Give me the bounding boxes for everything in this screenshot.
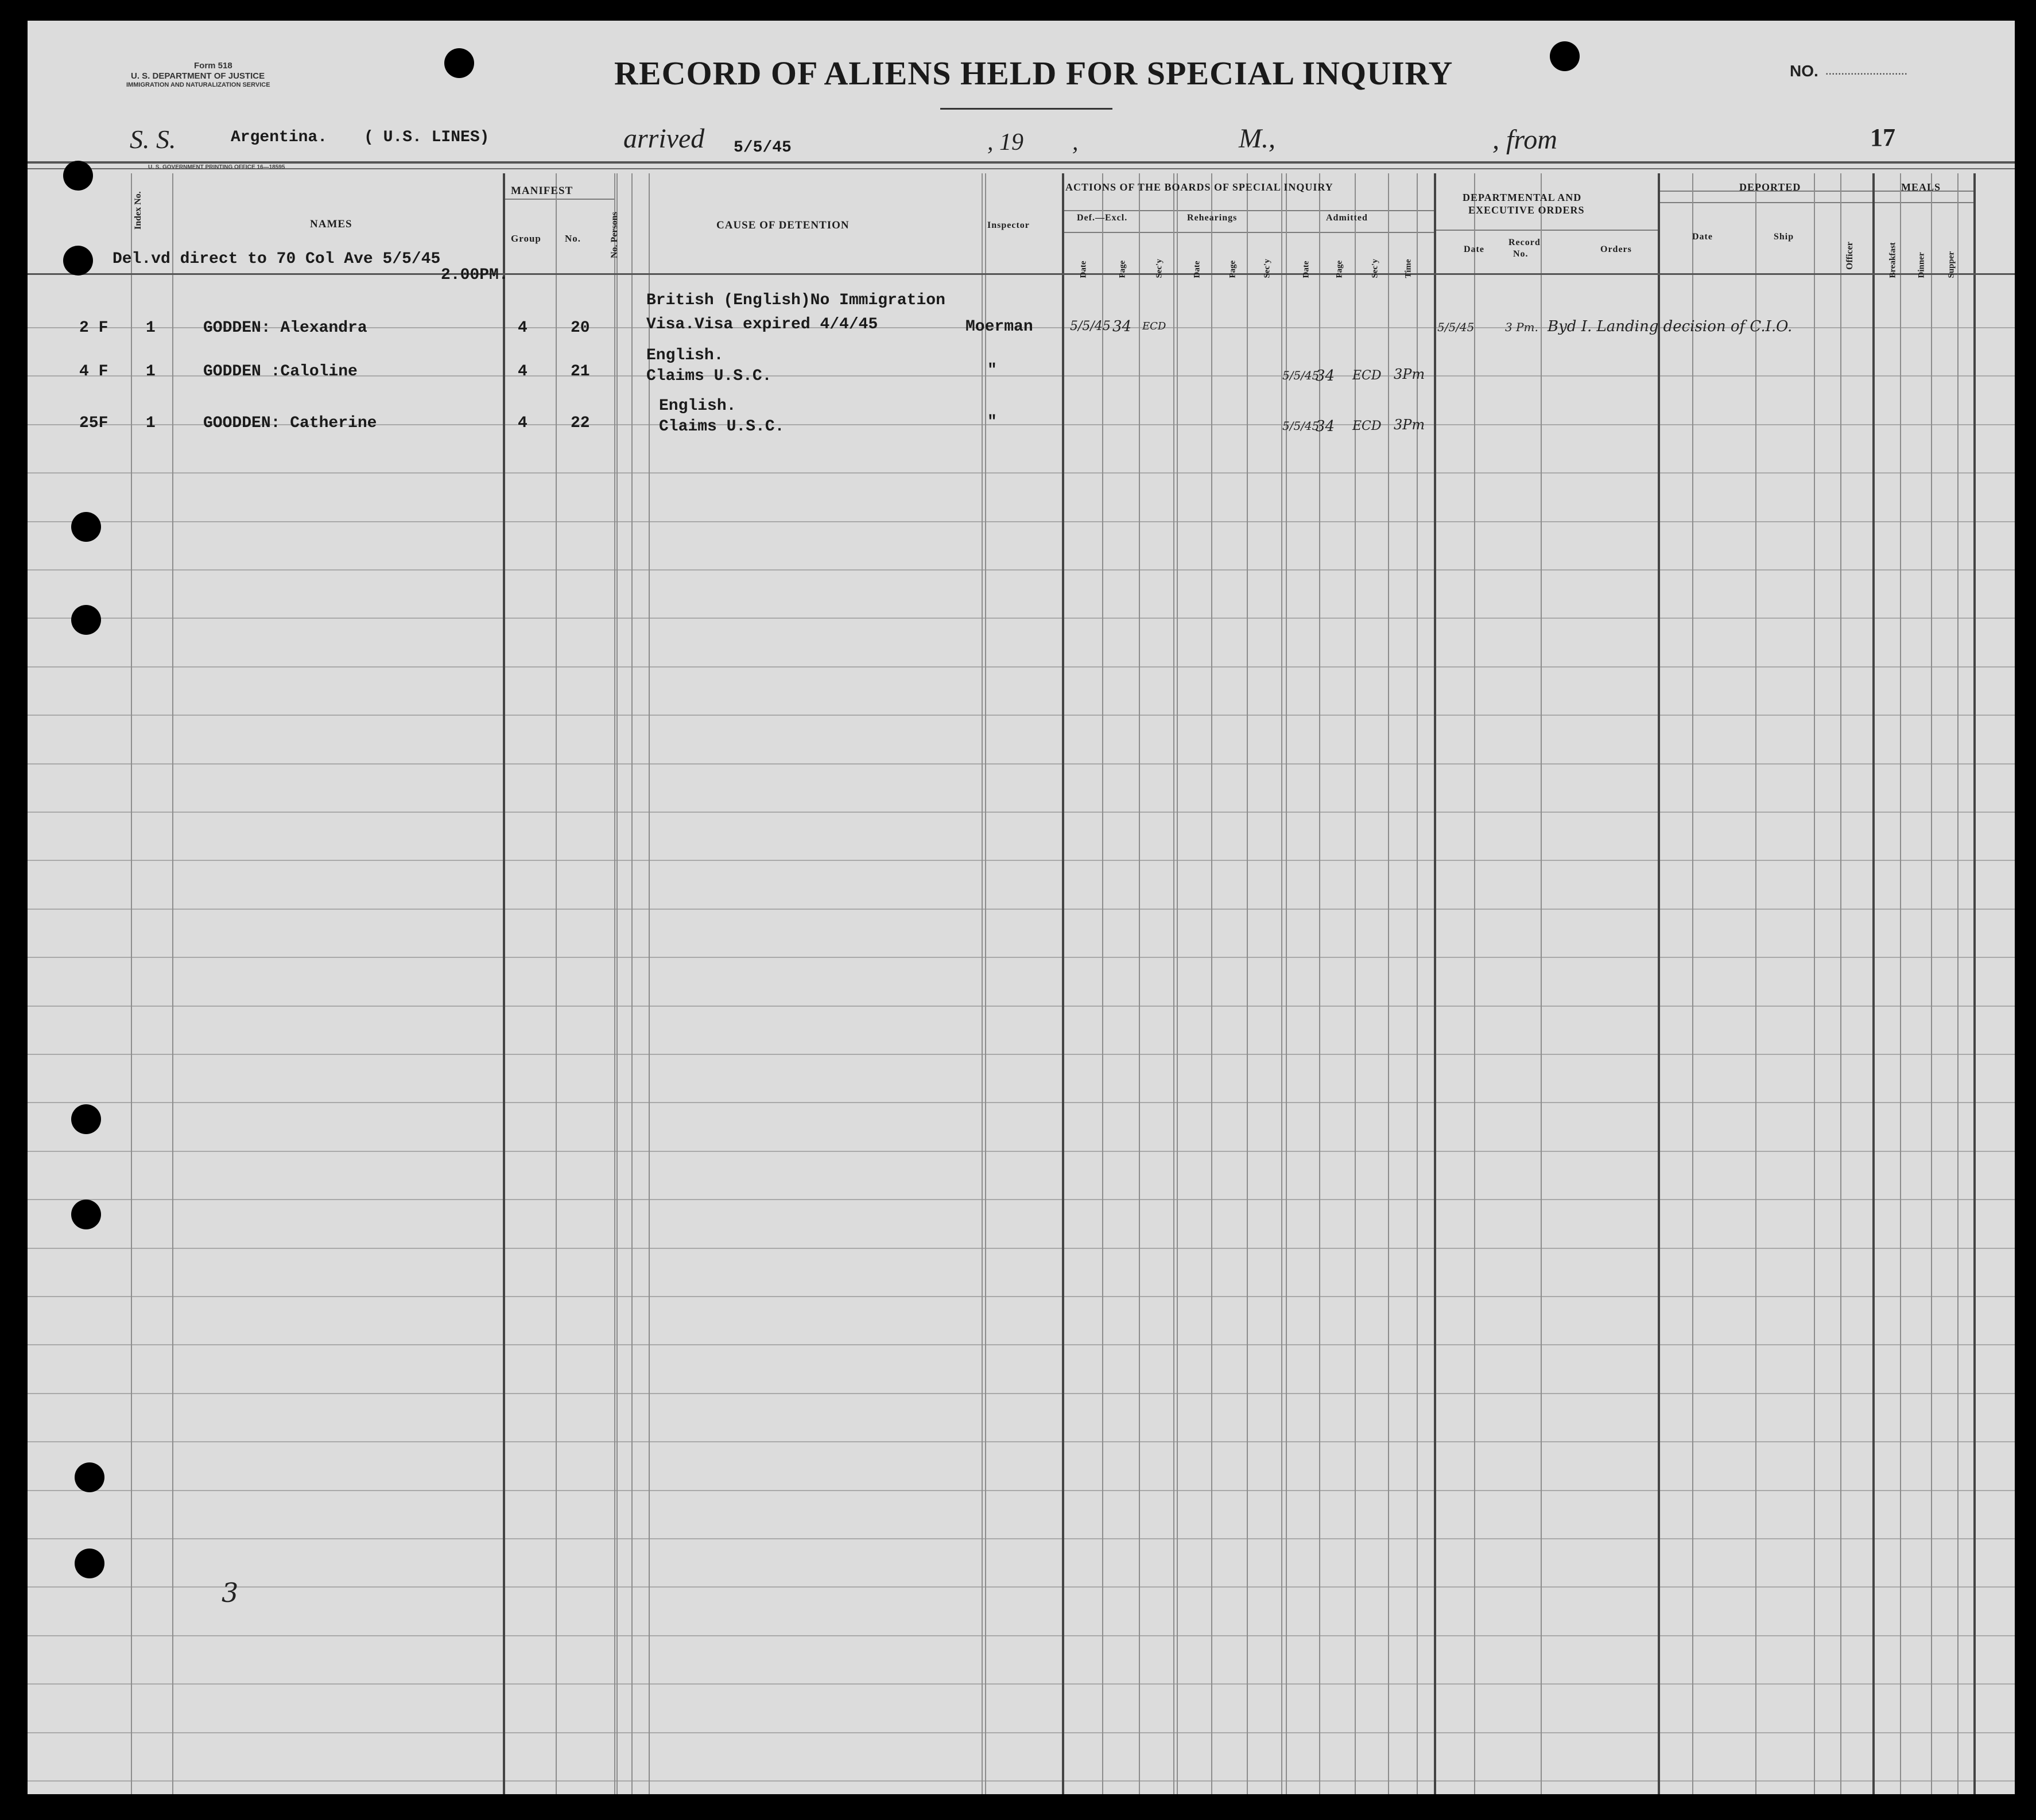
- ruled-line: [28, 1586, 2015, 1588]
- record-header-1: Record: [1508, 238, 1541, 247]
- column-line: [1900, 173, 1901, 1794]
- row-adm-page: 34: [1316, 367, 1335, 385]
- row-adm-date: 5/5/45: [1282, 368, 1320, 382]
- column-line: [1319, 173, 1320, 1794]
- column-line: [631, 173, 633, 1794]
- service: IMMIGRATION AND NATURALIZATION SERVICE: [126, 82, 270, 88]
- row-adm-secy: ECD: [1352, 368, 1382, 383]
- header-rule: [1062, 210, 1434, 211]
- admitted-header: Admitted: [1326, 213, 1368, 223]
- column-line: [1388, 173, 1389, 1794]
- date-subheader: Date: [1079, 261, 1088, 278]
- row-inspector: Moerman: [965, 318, 1033, 336]
- row-cause-1: English.: [659, 397, 736, 415]
- ruled-line: [28, 666, 2015, 668]
- row-index: 1: [146, 414, 156, 432]
- dept-header-2: EXECUTIVE ORDERS: [1468, 204, 1585, 216]
- punch-hole: [75, 1462, 104, 1492]
- ruled-line: [28, 1683, 2015, 1685]
- column-line: [1286, 173, 1287, 1794]
- row-id: 4 F: [79, 363, 108, 381]
- secy-subheader: Sec'y: [1262, 259, 1272, 278]
- date-subheader: Date: [1301, 261, 1311, 278]
- department: U. S. DEPARTMENT OF JUSTICE: [131, 71, 265, 81]
- row-cause-2: Visa.Visa expired 4/4/45: [646, 316, 878, 333]
- header-rule: [503, 199, 615, 200]
- column-line: [982, 173, 983, 1794]
- arrived-label: arrived: [623, 123, 705, 154]
- inspector-header: Inspector: [987, 220, 1030, 230]
- column-line: [1177, 173, 1178, 1794]
- punch-hole: [444, 48, 474, 78]
- delivery-note: Del.vd direct to 70 Col Ave 5/5/45: [113, 250, 441, 268]
- no-value: ..........................: [1825, 63, 1907, 77]
- row-adm-date: 5/5/45: [1282, 419, 1320, 433]
- breakfast-subheader: Breakfast: [1888, 242, 1898, 278]
- date-subheader: Date: [1192, 261, 1202, 278]
- ruled-line: [28, 1248, 2015, 1249]
- def-excl-header: Def.—Excl.: [1077, 213, 1128, 223]
- header-rule: [1434, 230, 1658, 231]
- delivery-note-time: 2.00PM.: [441, 266, 509, 284]
- column-line: [649, 173, 650, 1794]
- column-line: [1814, 173, 1815, 1794]
- year-label: , 19: [987, 129, 1023, 156]
- page-subheader: Page: [1228, 260, 1238, 278]
- form-title: RECORD OF ALIENS HELD FOR SPECIAL INQUIRY: [614, 55, 1453, 92]
- index-no-header: Index No.: [133, 191, 143, 230]
- row-def-secy: ECD: [1142, 320, 1166, 332]
- ruled-line: [28, 1732, 2015, 1733]
- row-cause-1: British (English)No Immigration: [646, 292, 945, 309]
- column-line: [556, 173, 557, 1794]
- column-line: [1247, 173, 1248, 1794]
- column-line: [1755, 173, 1756, 1794]
- ruled-line: [28, 1006, 2015, 1007]
- column-line: [1840, 173, 1841, 1794]
- punch-hole: [1550, 41, 1580, 71]
- ruled-line: [28, 1296, 2015, 1297]
- m-label: M.,: [1239, 123, 1275, 154]
- boards-header: ACTIONS OF THE BOARDS OF SPECIAL INQUIRY: [1065, 181, 1333, 193]
- orders-header: Orders: [1600, 245, 1632, 254]
- page-subheader: Page: [1335, 260, 1344, 278]
- row-cause-2: Claims U.S.C.: [659, 418, 785, 436]
- column-divider: [1434, 173, 1436, 1794]
- column-divider: [1658, 173, 1660, 1794]
- header-rule: [1658, 202, 1973, 203]
- ruled-line: [28, 472, 2015, 474]
- row-index: 1: [146, 319, 156, 337]
- punch-hole: [63, 246, 93, 275]
- column-divider: [1062, 173, 1064, 1794]
- column-line: [1211, 173, 1212, 1794]
- manifest-no-header: No.: [565, 233, 581, 244]
- column-divider: [1973, 173, 1976, 1794]
- secy-subheader: Sec'y: [1370, 259, 1380, 278]
- ruled-line: [28, 1102, 2015, 1103]
- comma: ,: [1072, 129, 1079, 156]
- column-line: [1474, 173, 1475, 1794]
- row-name: GODDEN: Alexandra: [203, 319, 367, 337]
- column-line: [131, 173, 132, 1794]
- ruled-line: [28, 1393, 2015, 1394]
- column-line: [1355, 173, 1356, 1794]
- row-group: 4: [518, 363, 528, 381]
- top-rule-2: [28, 168, 2015, 169]
- rehearings-header: Rehearings: [1187, 213, 1238, 223]
- dept-date-header: Date: [1464, 245, 1484, 254]
- column-line: [1139, 173, 1140, 1794]
- dept-header-1: DEPARTMENTAL AND: [1463, 192, 1582, 203]
- officer-header: Officer: [1845, 242, 1855, 270]
- column-line: [172, 173, 173, 1794]
- deported-header: DEPORTED: [1739, 181, 1801, 193]
- ruled-line: [28, 715, 2015, 716]
- printing-office: U. S. GOVERNMENT PRINTING OFFICE 16—18595: [148, 164, 285, 170]
- row-adm-time: 3Pm: [1394, 417, 1425, 433]
- title-underline: [940, 108, 1112, 110]
- ship-line: ( U.S. LINES): [364, 129, 490, 146]
- row-dept-orders: Byd I. Landing decision of C.I.O.: [1548, 318, 1793, 335]
- row-cause-1: English.: [646, 347, 724, 364]
- no-persons-header: No. Persons: [610, 212, 619, 258]
- row-name: GODDEN :Caloline: [203, 363, 358, 381]
- row-manifest-no: 20: [571, 319, 590, 337]
- ruled-line: [28, 909, 2015, 910]
- names-header: NAMES: [310, 218, 352, 230]
- ruled-line: [28, 1199, 2015, 1200]
- time-subheader: Time: [1403, 259, 1413, 278]
- no-label: NO.: [1790, 62, 1818, 80]
- ruled-line: [28, 1344, 2015, 1345]
- page-subheader: Page: [1118, 260, 1127, 278]
- ss-label: S. S.: [130, 125, 176, 154]
- row-dept-date: 5/5/45: [1437, 320, 1475, 334]
- row-adm-secy: ECD: [1352, 419, 1382, 433]
- row-adm-time: 3Pm: [1394, 366, 1425, 382]
- ruled-line: [28, 1538, 2015, 1539]
- row-inspector: ": [987, 413, 997, 431]
- margin-mark: 3: [222, 1577, 239, 1608]
- column-line: [1173, 173, 1174, 1794]
- ruled-line: [28, 1780, 2015, 1782]
- page-number: 17: [1870, 123, 1895, 152]
- column-line: [1541, 173, 1542, 1794]
- record-header-2: No.: [1513, 249, 1529, 259]
- header-bottom-rule: [28, 273, 2015, 275]
- ship-header: Ship: [1774, 232, 1794, 242]
- row-group: 4: [518, 319, 528, 337]
- arrived-date: 5/5/45: [734, 139, 792, 157]
- secy-subheader: Sec'y: [1154, 259, 1164, 278]
- punch-hole: [71, 512, 101, 542]
- ruled-line: [28, 1151, 2015, 1152]
- meals-header: MEALS: [1901, 181, 1941, 193]
- column-line: [985, 173, 986, 1794]
- ship-name: Argentina.: [231, 129, 328, 146]
- row-manifest-no: 22: [571, 414, 590, 432]
- supper-subheader: Supper: [1946, 251, 1956, 278]
- column-line: [1931, 173, 1932, 1794]
- punch-hole: [63, 161, 93, 191]
- punch-hole: [71, 605, 101, 635]
- ruled-line: [28, 1635, 2015, 1636]
- punch-hole: [75, 1549, 104, 1578]
- row-manifest-no: 21: [571, 363, 590, 381]
- form-sheet: [28, 21, 2015, 1794]
- row-name: GOODDEN: Catherine: [203, 414, 377, 432]
- column-line: [1281, 173, 1282, 1794]
- column-line: [1957, 173, 1959, 1794]
- row-dept-record: 3 Pm.: [1505, 320, 1538, 334]
- ruled-line: [28, 957, 2015, 958]
- ruled-line: [28, 1054, 2015, 1055]
- manifest-header: MANIFEST: [511, 185, 573, 197]
- row-def-date: 5/5/45: [1070, 319, 1111, 333]
- ruled-line: [28, 1490, 2015, 1491]
- ruled-line: [28, 521, 2015, 522]
- column-divider: [1872, 173, 1875, 1794]
- punch-hole: [71, 1200, 101, 1229]
- column-divider: [503, 173, 505, 1794]
- ruled-line: [28, 569, 2015, 571]
- row-group: 4: [518, 414, 528, 432]
- top-rule: [28, 161, 2015, 164]
- row-id: 2 F: [79, 319, 108, 337]
- dinner-subheader: Dinner: [1917, 252, 1926, 278]
- from-label: , from: [1492, 125, 1557, 155]
- ruled-line: [28, 812, 2015, 813]
- row-inspector: ": [987, 362, 997, 379]
- row-def-page: 34: [1112, 318, 1132, 335]
- ruled-line: [28, 618, 2015, 619]
- column-line: [614, 173, 615, 1794]
- ruled-line: [28, 763, 2015, 765]
- column-line: [616, 173, 618, 1794]
- row-index: 1: [146, 363, 156, 381]
- form-number: Form 518: [194, 61, 232, 71]
- cause-header: CAUSE OF DETENTION: [716, 219, 850, 231]
- dep-date-header: Date: [1692, 232, 1713, 242]
- punch-hole: [71, 1104, 101, 1134]
- row-adm-page: 34: [1316, 418, 1335, 435]
- group-header: Group: [511, 233, 541, 244]
- ruled-line: [28, 860, 2015, 861]
- row-id: 25F: [79, 414, 108, 432]
- column-line: [1692, 173, 1693, 1794]
- column-line: [1102, 173, 1103, 1794]
- row-cause-2: Claims U.S.C.: [646, 367, 772, 385]
- ruled-line: [28, 1441, 2015, 1442]
